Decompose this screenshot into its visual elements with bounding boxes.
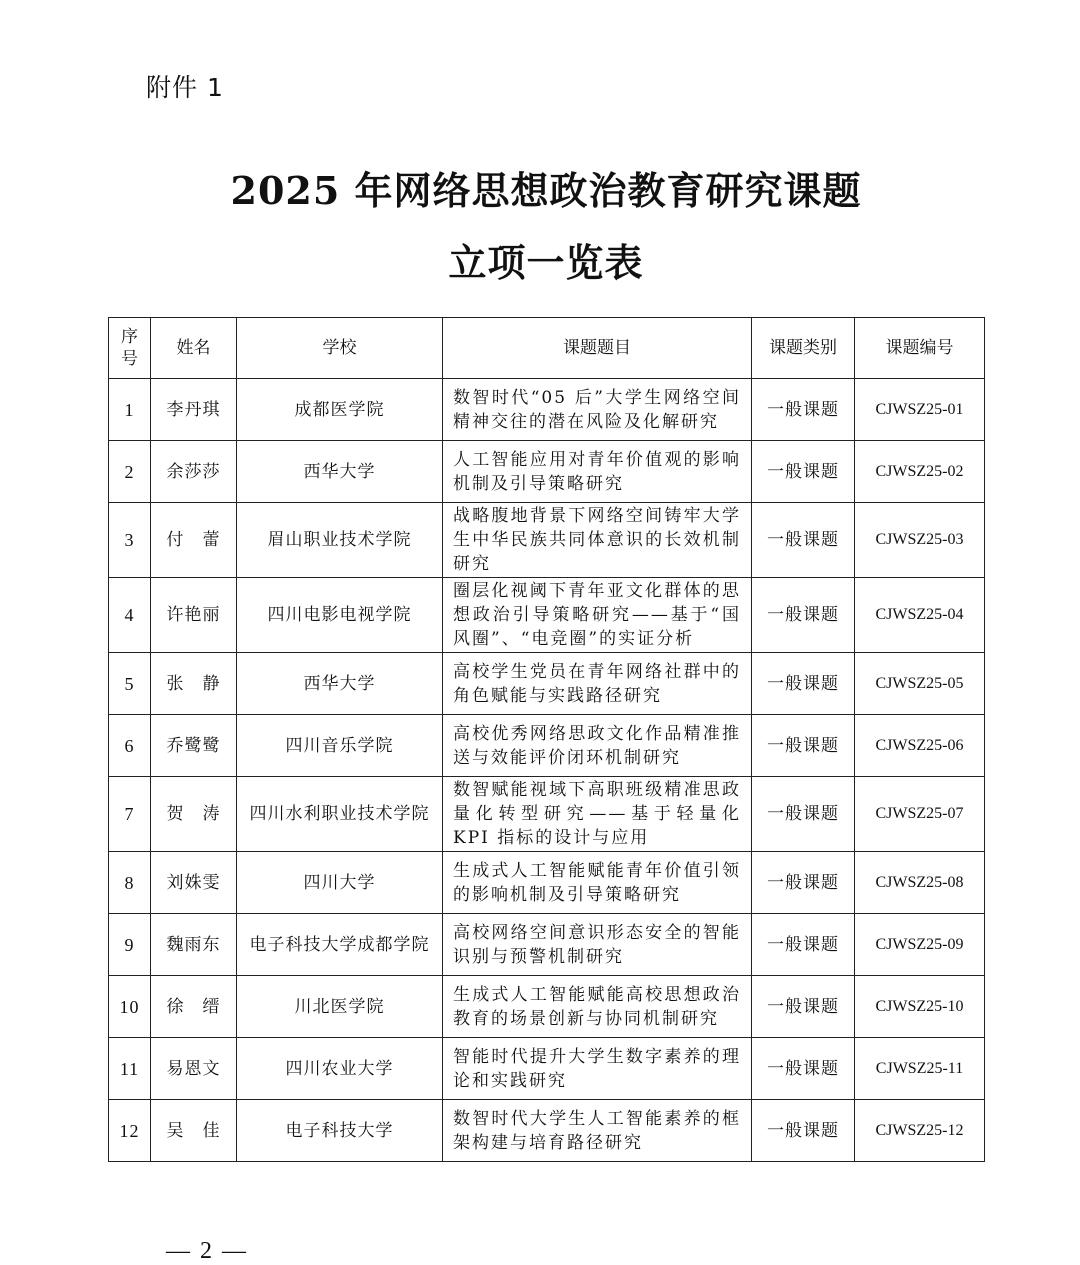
table-body [109, 379, 985, 1162]
cell-index: 1 [109, 379, 151, 441]
cell-name: 易恩文 [151, 1038, 237, 1100]
cell-school: 四川电影电视学院 [237, 578, 443, 653]
page-number: — 2 — [166, 1238, 248, 1264]
cell-name: 魏雨东 [151, 914, 237, 976]
cell-category: 一般课题 [752, 976, 855, 1038]
cell-topic: 智能时代提升大学生数字素养的理论和实践研究 [443, 1038, 752, 1100]
cell-category: 一般课题 [752, 653, 855, 715]
cell-index: 7 [109, 777, 151, 852]
header-topic: 课题题目 [443, 318, 752, 379]
cell-name: 乔鹭鹭 [151, 715, 237, 777]
header-category: 课题类别 [752, 318, 855, 379]
table-row [109, 653, 985, 715]
table-row [109, 715, 985, 777]
header-name: 姓名 [151, 318, 237, 379]
cell-index: 10 [109, 976, 151, 1038]
cell-index: 11 [109, 1038, 151, 1100]
cell-code: CJWSZ25-03 [855, 503, 985, 578]
cell-topic: 数智赋能视域下高职班级精准思政量化转型研究——基于轻量化 KPI 指标的设计与应用 [443, 777, 752, 852]
cell-school: 西华大学 [237, 441, 443, 503]
header-school: 学校 [237, 318, 443, 379]
cell-code: CJWSZ25-11 [855, 1038, 985, 1100]
project-table [108, 317, 985, 1162]
cell-category: 一般课题 [752, 852, 855, 914]
cell-school: 四川水利职业技术学院 [237, 777, 443, 852]
cell-index: 12 [109, 1100, 151, 1162]
cell-index: 2 [109, 441, 151, 503]
cell-school: 四川大学 [237, 852, 443, 914]
cell-code: CJWSZ25-10 [855, 976, 985, 1038]
cell-school: 电子科技大学 [237, 1100, 443, 1162]
cell-category: 一般课题 [752, 914, 855, 976]
table-row [109, 914, 985, 976]
cell-code: CJWSZ25-05 [855, 653, 985, 715]
cell-index: 3 [109, 503, 151, 578]
cell-name: 余莎莎 [151, 441, 237, 503]
cell-category: 一般课题 [752, 379, 855, 441]
table-row [109, 777, 985, 852]
table-row [109, 578, 985, 653]
cell-topic: 圈层化视阈下青年亚文化群体的思想政治引导策略研究——基于“国风圈”、“电竞圈”的实证分析 [443, 578, 752, 653]
cell-name: 付 蕾 [151, 503, 237, 578]
cell-code: CJWSZ25-06 [855, 715, 985, 777]
cell-code: CJWSZ25-04 [855, 578, 985, 653]
cell-category: 一般课题 [752, 1038, 855, 1100]
cell-code: CJWSZ25-08 [855, 852, 985, 914]
cell-name: 刘姝雯 [151, 852, 237, 914]
cell-code: CJWSZ25-02 [855, 441, 985, 503]
cell-school: 四川音乐学院 [237, 715, 443, 777]
table-row [109, 1100, 985, 1162]
cell-name: 李丹琪 [151, 379, 237, 441]
cell-topic: 生成式人工智能赋能高校思想政治教育的场景创新与协同机制研究 [443, 976, 752, 1038]
cell-topic: 数智时代“05 后”大学生网络空间精神交往的潜在风险及化解研究 [443, 379, 752, 441]
cell-topic: 高校学生党员在青年网络社群中的角色赋能与实践路径研究 [443, 653, 752, 715]
cell-school: 成都医学院 [237, 379, 443, 441]
table-row [109, 441, 985, 503]
cell-name: 徐 缙 [151, 976, 237, 1038]
cell-topic: 高校网络空间意识形态安全的智能识别与预警机制研究 [443, 914, 752, 976]
cell-school: 四川农业大学 [237, 1038, 443, 1100]
cell-topic: 人工智能应用对青年价值观的影响机制及引导策略研究 [443, 441, 752, 503]
document-subtitle: 立项一览表 [448, 240, 644, 285]
cell-code: CJWSZ25-12 [855, 1100, 985, 1162]
cell-school: 川北医学院 [237, 976, 443, 1038]
cell-code: CJWSZ25-01 [855, 379, 985, 441]
cell-category: 一般课题 [752, 503, 855, 578]
cell-category: 一般课题 [752, 777, 855, 852]
cell-name: 吴 佳 [151, 1100, 237, 1162]
table-row [109, 379, 985, 441]
cell-category: 一般课题 [752, 1100, 855, 1162]
cell-index: 8 [109, 852, 151, 914]
cell-category: 一般课题 [752, 441, 855, 503]
cell-code: CJWSZ25-09 [855, 914, 985, 976]
table-row [109, 503, 985, 578]
cell-code: CJWSZ25-07 [855, 777, 985, 852]
cell-index: 5 [109, 653, 151, 715]
header-index: 序号 [109, 318, 151, 379]
cell-topic: 生成式人工智能赋能青年价值引领的影响机制及引导策略研究 [443, 852, 752, 914]
table-row [109, 1038, 985, 1100]
cell-topic: 战略腹地背景下网络空间铸牢大学生中华民族共同体意识的长效机制研究 [443, 503, 752, 578]
attachment-label: 附件 1 [146, 73, 224, 102]
cell-school: 电子科技大学成都学院 [237, 914, 443, 976]
table-row [109, 976, 985, 1038]
document-title: 2025 年网络思想政治教育研究课题 [230, 168, 862, 213]
cell-category: 一般课题 [752, 578, 855, 653]
cell-name: 许艳丽 [151, 578, 237, 653]
cell-index: 6 [109, 715, 151, 777]
cell-index: 4 [109, 578, 151, 653]
cell-school: 眉山职业技术学院 [237, 503, 443, 578]
cell-category: 一般课题 [752, 715, 855, 777]
cell-topic: 数智时代大学生人工智能素养的框架构建与培育路径研究 [443, 1100, 752, 1162]
cell-name: 贺 涛 [151, 777, 237, 852]
table-header-row [109, 318, 985, 379]
cell-topic: 高校优秀网络思政文化作品精准推送与效能评价闭环机制研究 [443, 715, 752, 777]
cell-name: 张 静 [151, 653, 237, 715]
cell-index: 9 [109, 914, 151, 976]
cell-school: 西华大学 [237, 653, 443, 715]
header-code: 课题编号 [855, 318, 985, 379]
table-row [109, 852, 985, 914]
